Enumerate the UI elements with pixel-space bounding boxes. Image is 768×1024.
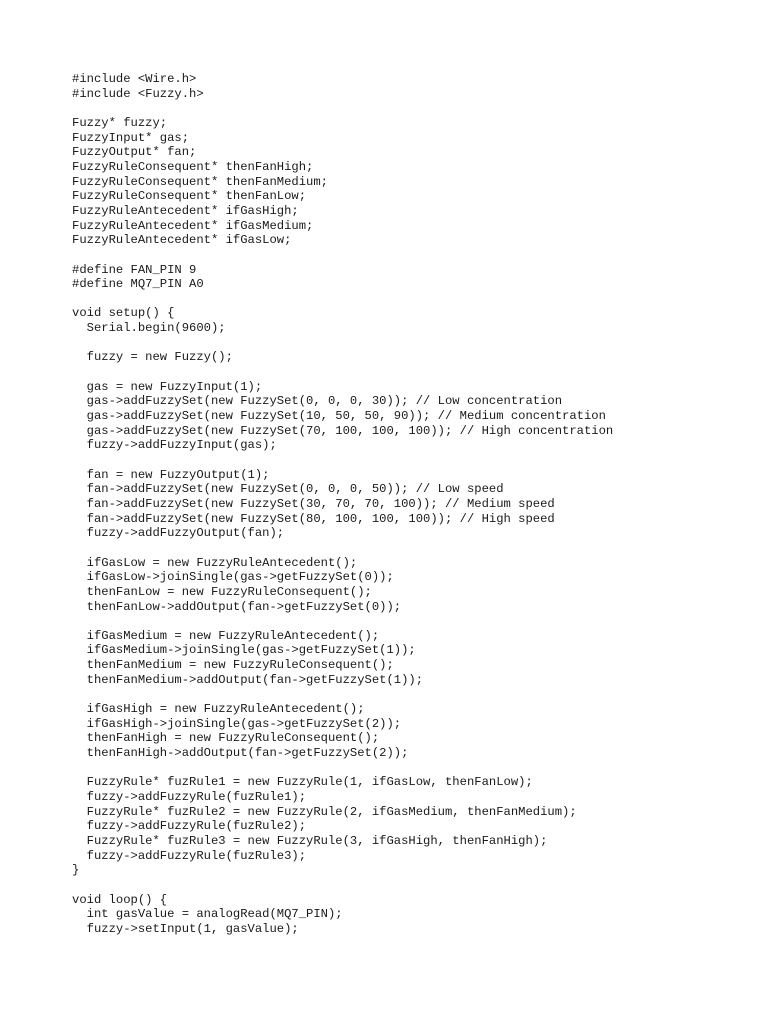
code-line	[72, 336, 613, 351]
code-line	[72, 541, 613, 556]
code-line: ifGasHigh = new FuzzyRuleAntecedent();	[72, 702, 365, 717]
code-line: fan->addFuzzySet(new FuzzySet(30, 70, 70, 100)); // Medium speed	[72, 496, 555, 511]
code-line: fuzzy->setInput(1, gasValue);	[72, 921, 299, 936]
code-line: thenFanLow->addOutput(fan->getFuzzySet(0));	[72, 599, 402, 614]
code-line: FuzzyRuleConsequent* thenFanHigh;	[72, 159, 314, 174]
code-line: fuzzy->addFuzzyRule(fuzRule3);	[72, 848, 307, 863]
code-line: ifGasMedium = new FuzzyRuleAntecedent();	[72, 628, 380, 643]
code-line: fuzzy->addFuzzyOutput(fan);	[72, 526, 285, 541]
code-line: thenFanMedium->addOutput(fan->getFuzzySet(1));	[72, 672, 424, 687]
code-block	[72, 72, 613, 937]
code-line: void loop() {	[72, 892, 168, 907]
code-line	[72, 761, 613, 776]
code-line: FuzzyInput* gas;	[72, 130, 190, 145]
code-line: gas->addFuzzySet(new FuzzySet(0, 0, 0, 30)); // Low concentration	[72, 394, 563, 409]
code-line: FuzzyRuleConsequent* thenFanLow;	[72, 189, 307, 204]
code-line	[72, 248, 613, 263]
code-line: ifGasLow->joinSingle(gas->getFuzzySet(0));	[72, 570, 394, 585]
code-line: ifGasMedium->joinSingle(gas->getFuzzySet(1));	[72, 643, 416, 658]
code-line: FuzzyRule* fuzRule1 = new FuzzyRule(1, ifGasLow, thenFanLow);	[72, 775, 533, 790]
code-line: fuzzy = new Fuzzy();	[72, 350, 233, 365]
code-line: thenFanHigh->addOutput(fan->getFuzzySet(2));	[72, 746, 409, 761]
code-line: FuzzyOutput* fan;	[72, 145, 197, 160]
code-line: }	[72, 863, 80, 878]
code-line: FuzzyRuleAntecedent* ifGasMedium;	[72, 218, 314, 233]
code-line: gas->addFuzzySet(new FuzzySet(70, 100, 100, 100)); // High concentration	[72, 423, 614, 438]
code-line: thenFanHigh = new FuzzyRuleConsequent();	[72, 731, 380, 746]
code-line: thenFanMedium = new FuzzyRuleConsequent();	[72, 658, 394, 673]
code-line	[72, 878, 613, 893]
code-line: fan->addFuzzySet(new FuzzySet(0, 0, 0, 50)); // Low speed	[72, 482, 504, 497]
code-line: fuzzy->addFuzzyRule(fuzRule2);	[72, 819, 307, 834]
code-line: thenFanLow = new FuzzyRuleConsequent();	[72, 584, 372, 599]
code-line: fuzzy->addFuzzyInput(gas);	[72, 438, 277, 453]
code-line	[72, 292, 613, 307]
code-line: #define FAN_PIN 9	[72, 262, 197, 277]
code-line: Fuzzy* fuzzy;	[72, 115, 168, 130]
code-line	[72, 614, 613, 629]
code-line: ifGasLow = new FuzzyRuleAntecedent();	[72, 555, 358, 570]
code-line: FuzzyRuleAntecedent* ifGasHigh;	[72, 203, 299, 218]
code-line: fan = new FuzzyOutput(1);	[72, 467, 270, 482]
code-line: #include <Wire.h>	[72, 72, 197, 86]
code-line: Serial.begin(9600);	[72, 321, 226, 336]
code-line: FuzzyRuleAntecedent* ifGasLow;	[72, 233, 292, 248]
code-line: int gasValue = analogRead(MQ7_PIN);	[72, 907, 343, 922]
code-line: gas = new FuzzyInput(1);	[72, 379, 263, 394]
code-line: #include <Fuzzy.h>	[72, 86, 204, 101]
code-line	[72, 687, 613, 702]
code-line: fuzzy->addFuzzyRule(fuzRule1);	[72, 790, 307, 804]
code-line: FuzzyRule* fuzRule3 = new FuzzyRule(3, ifGasHigh, thenFanHigh);	[72, 833, 548, 848]
code-line	[72, 453, 613, 468]
code-line: fan->addFuzzySet(new FuzzySet(80, 100, 100, 100)); // High speed	[72, 511, 555, 526]
code-line: FuzzyRuleConsequent* thenFanMedium;	[72, 174, 328, 189]
code-line: FuzzyRule* fuzRule2 = new FuzzyRule(2, ifGasMedium, thenFanMedium);	[72, 804, 577, 819]
code-line: #define MQ7_PIN A0	[72, 277, 204, 292]
code-line: ifGasHigh->joinSingle(gas->getFuzzySet(2));	[72, 716, 402, 731]
code-line	[72, 365, 613, 380]
code-line: gas->addFuzzySet(new FuzzySet(10, 50, 50, 90)); // Medium concentration	[72, 409, 606, 424]
code-line: void setup() {	[72, 306, 175, 321]
code-line	[72, 101, 613, 116]
